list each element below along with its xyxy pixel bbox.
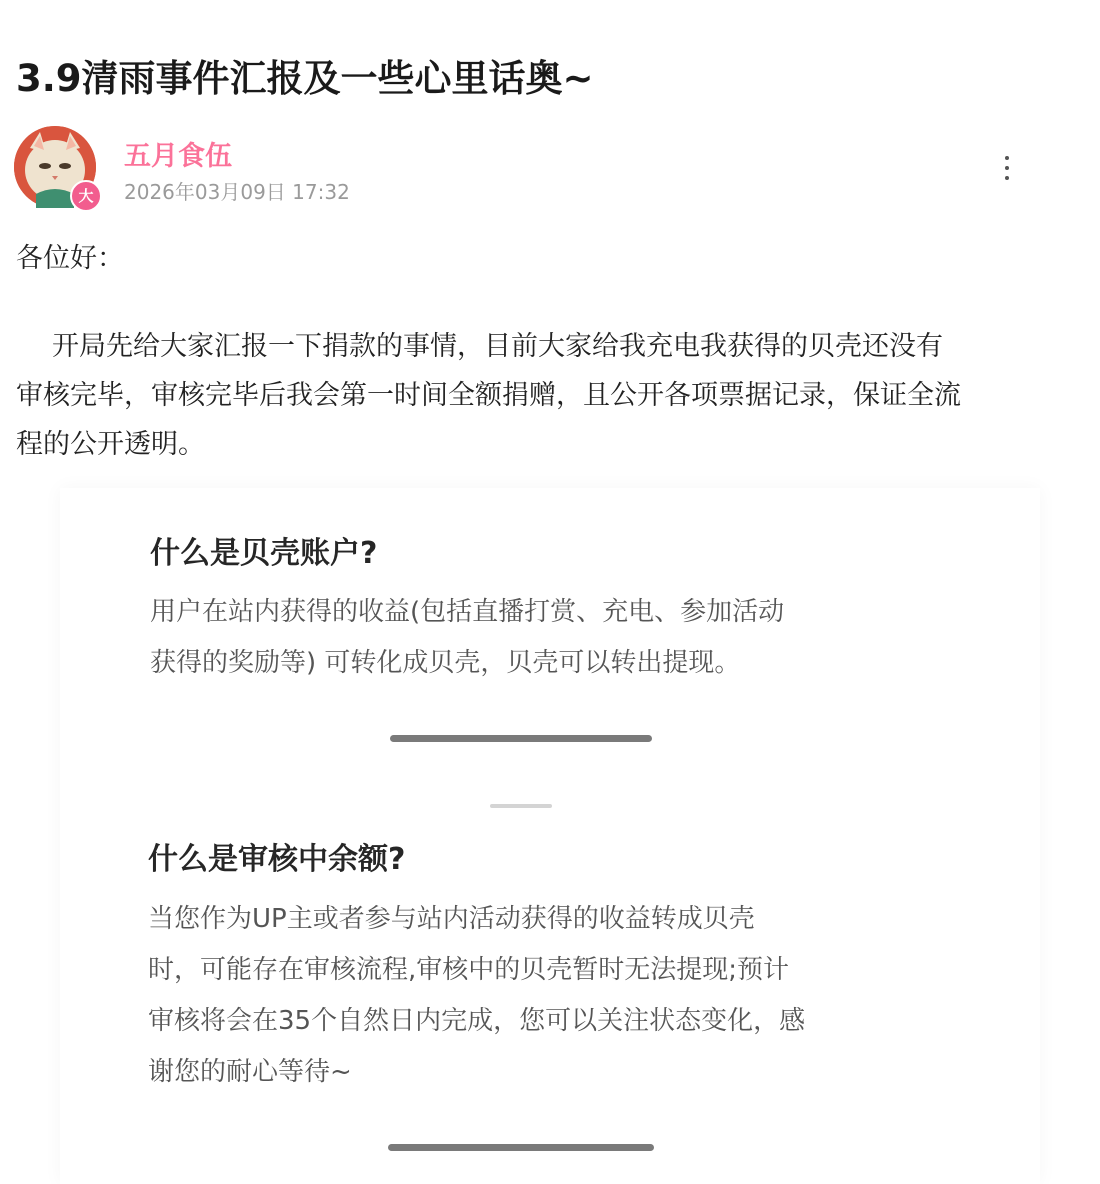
card-text <box>148 894 805 1098</box>
card-text-line: 用户在站内获得的收益(包括直播打赏、充电、参加活动 <box>150 597 785 627</box>
card-text <box>150 587 784 689</box>
greeting-text: 各位好： <box>16 243 124 274</box>
body-line: 审核完毕，审核完毕后我会第一时间全额捐赠，且公开各项票据记录，保证全流 <box>16 380 961 411</box>
body-paragraph <box>16 322 1046 469</box>
more-dot <box>1005 156 1009 160</box>
body-line: 开局先给大家汇报一下捐款的事情，目前大家给我充电我获得的贝壳还没有 <box>52 331 943 362</box>
card-text-line: 审核将会在35个自然日内完成，您可以关注状态变化，感 <box>148 1006 806 1036</box>
card-text-line: 谢您的耐心等待~ <box>148 1057 352 1087</box>
more-dot <box>1005 166 1009 170</box>
sheet-handle-bar <box>390 735 652 742</box>
post-title: 3.9清雨事件汇报及一些心里话奥~ <box>16 57 594 100</box>
more-dot <box>1005 176 1009 180</box>
card-heading: 什么是审核中余额? <box>148 842 406 877</box>
vip-badge: 大 <box>70 180 102 212</box>
sheet-handle-bar <box>388 1144 654 1151</box>
card-text-line: 当您作为UP主或者参与站内活动获得的收益转成贝壳 <box>148 904 755 934</box>
card-text-line: 时，可能存在审核流程,审核中的贝壳暂时无法提现;预计 <box>148 955 790 985</box>
post-date: 2026年03月09日 17:32 <box>124 180 350 204</box>
embedded-screenshot-image[interactable] <box>60 488 1040 1184</box>
author-name[interactable]: 五月食伍 <box>124 141 232 172</box>
sheet-drag-handle <box>490 804 552 808</box>
body-line: 程的公开透明。 <box>16 429 205 460</box>
card-heading: 什么是贝壳账户? <box>150 536 378 571</box>
card-text-line: 获得的奖励等) 可转化成贝壳，贝壳可以转出提现。 <box>150 648 741 678</box>
more-vertical-icon[interactable] <box>990 148 1024 188</box>
